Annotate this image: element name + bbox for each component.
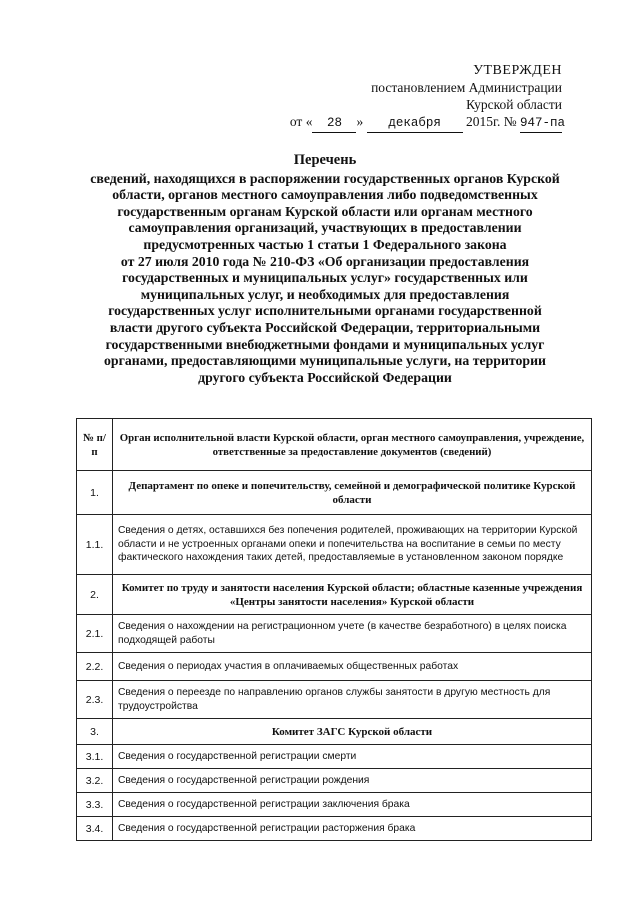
date-prefix: от «: [289, 114, 313, 129]
title-heading: Перечень: [293, 152, 357, 168]
date-month: декабря: [367, 115, 463, 133]
table-row: [77, 471, 592, 515]
table-row: [77, 681, 592, 719]
title-line: власти другого субъекта Российской Федерации, территориальными: [109, 319, 541, 335]
row-num: 3.4.: [77, 817, 113, 841]
title-line: другого субъекта Российской Федерации: [198, 369, 452, 385]
table-row: [77, 793, 592, 817]
title-line: от 27 июля 2010 года № 210-ФЗ «Об организации предоставления: [120, 253, 530, 269]
row-section-title: Комитет по труду и занятости населения Курской области; областные казенные учреждения «Центры занятости населения» Курской области: [113, 575, 592, 615]
row-num: 2.3.: [77, 681, 113, 719]
title-line: муниципальных услуг, и необходимых для предоставления: [140, 286, 510, 302]
row-item-text: Сведения о переезде по направлению органов службы занятости в другую местность для трудоустройства: [113, 681, 592, 719]
row-num: 1.1.: [77, 515, 113, 575]
table-row: [77, 653, 592, 681]
table-row: [77, 769, 592, 793]
title-line: государственным органам Курской области или органам местного: [117, 203, 533, 219]
row-num: 3.2.: [77, 769, 113, 793]
table-header-row: [77, 419, 592, 471]
approval-block: [289, 62, 566, 133]
row-num: 2.: [77, 575, 113, 615]
title-line: государственных услуг исполнительными органами государственной: [108, 303, 542, 319]
date-year: 2015г. №: [465, 114, 517, 129]
row-item-text: Сведения о государственной регистрации расторжения брака: [113, 817, 592, 841]
title-line: области, органов местного самоуправления либо подведомственных: [112, 187, 538, 203]
row-section-title: Комитет ЗАГС Курской области: [113, 719, 592, 745]
title-line: предусмотренных частью 1 статьи 1 Федерального закона: [143, 236, 507, 252]
row-item-text: Сведения о государственной регистрации смерти: [113, 745, 592, 769]
table-row: [77, 575, 592, 615]
row-num: 3.: [77, 719, 113, 745]
approval-line-1: постановлением Администрации: [371, 80, 562, 95]
row-num: 3.1.: [77, 745, 113, 769]
date-day-suffix: »: [356, 114, 364, 129]
approval-date-line: [289, 113, 566, 133]
table-row: [77, 615, 592, 653]
table-row: [77, 515, 592, 575]
decree-number: 947-па: [520, 115, 562, 133]
table-row: [77, 719, 592, 745]
table-row: [77, 745, 592, 769]
document-title: [70, 152, 580, 386]
title-line: самоуправления организаций, участвующих в предоставлении: [128, 220, 522, 236]
title-line: сведений, находящихся в распоряжении государственных органов Курской: [90, 170, 560, 186]
title-line: государственных и муниципальных услуг» государственных или: [122, 270, 528, 286]
row-num: 3.3.: [77, 793, 113, 817]
header-org: Орган исполнительной власти Курской области, орган местного самоуправления, учреждение, ответственные за предоставление документов (сведений): [113, 419, 592, 471]
data-table: [76, 418, 592, 841]
row-item-text: Сведения о нахождении на регистрационном учете (в качестве безработного) в целях поиска подходящей работы: [113, 615, 592, 653]
row-num: 2.1.: [77, 615, 113, 653]
row-item-text: Сведения о государственной регистрации заключения брака: [113, 793, 592, 817]
row-item-text: Сведения о периодах участия в оплачиваемых общественных работах: [113, 653, 592, 681]
row-num: 2.2.: [77, 653, 113, 681]
title-line: органами, предоставляющими муниципальные услуги, на территории: [104, 353, 546, 369]
date-day: 28: [312, 115, 356, 133]
title-line: государственными внебюджетными фондами и муниципальных услуг: [105, 336, 545, 352]
header-num: № п/п: [77, 419, 113, 471]
row-item-text: Сведения о детях, оставшихся без попечения родителей, проживающих на территории Курской области и не устроенных органами опеки и попечительства на воспитание в семьи по месту фактического нахождения таких детей, предоставляемые в установленном законом порядке: [113, 515, 592, 575]
row-section-title: Департамент по опеке и попечительству, семейной и демографической политике Курской области: [113, 471, 592, 515]
approval-line-2: Курской области: [466, 97, 562, 112]
table-row: [77, 817, 592, 841]
approved-label: УТВЕРЖДЕН: [473, 63, 562, 78]
row-num: 1.: [77, 471, 113, 515]
row-item-text: Сведения о государственной регистрации рождения: [113, 769, 592, 793]
